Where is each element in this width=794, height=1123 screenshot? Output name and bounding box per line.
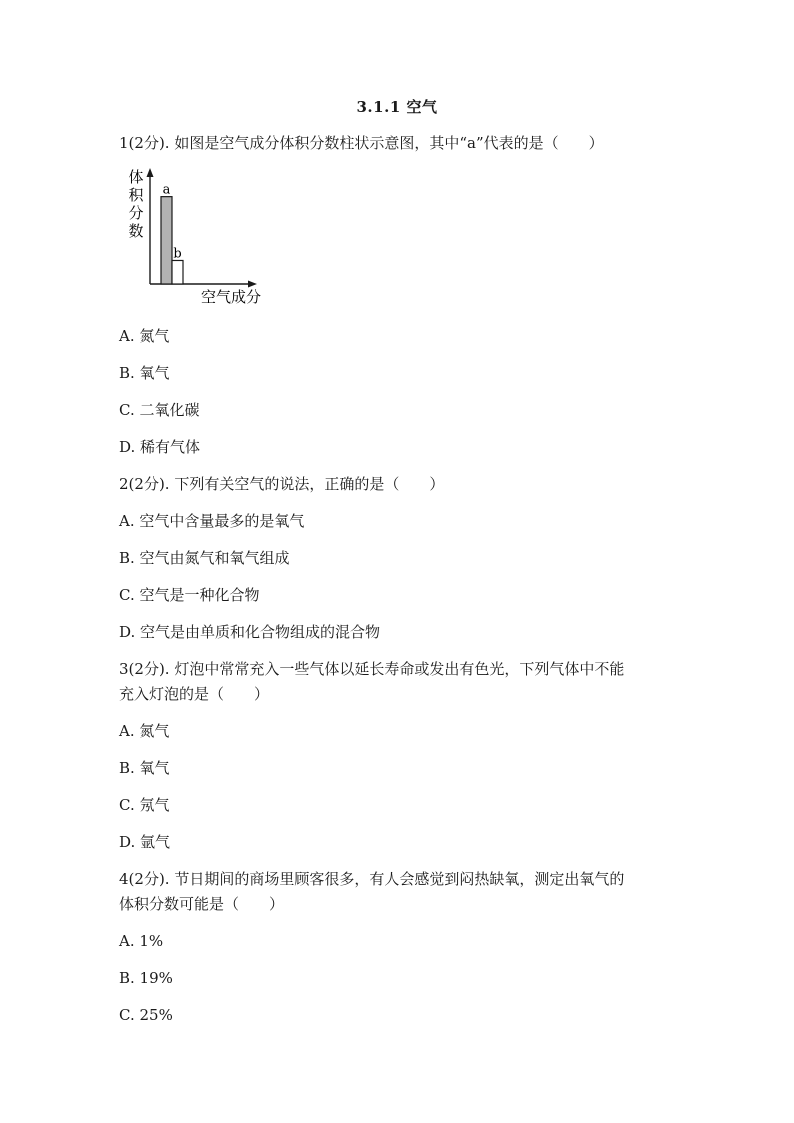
question-2-stem: 2(2分). 下列有关空气的说法，正确的是（ ） [119,475,445,493]
y-axis-label-char: 积 [128,186,144,204]
y-axis-label [128,168,144,240]
question-4-stem-line-1: 4(2分). 节日期间的商场里顾客很多，有人会感觉到闷热缺氧，测定出氧气的 [119,870,625,888]
question-2-option-a: A. 空气中含量最多的是氧气 [119,512,305,530]
question-3-stem-line-1: 3(2分). 灯泡中常常充入一些气体以延长寿命或发出有色光，下列气体中不能 [119,660,625,678]
question-4-option-b: B. 19% [119,969,173,987]
question-4-option-a: A. 1% [119,932,164,950]
question-2-option-c: C. 空气是一种化合物 [119,586,260,604]
question-3-option-b: B. 氧气 [119,759,170,777]
question-3-option-a: A. 氮气 [119,722,170,740]
question-1-option-b: B. 氧气 [119,364,170,382]
question-2-option-b: B. 空气由氮气和氧气组成 [119,549,290,567]
bar-b [172,260,183,284]
question-1-option-a: A. 氮气 [119,327,170,345]
y-axis-label-char: 分 [128,204,144,222]
x-axis-label: 空气成分 [200,288,262,306]
question-1-stem: 1(2分). 如图是空气成分体积分数柱状示意图，其中“a”代表的是（ ） [119,134,604,152]
question-4-option-c: C. 25% [119,1006,173,1024]
bar-a [161,197,172,284]
bar-label-b: b [173,246,182,262]
bars-group [161,183,183,284]
y-axis-label-char: 体 [128,168,144,186]
x-axis-arrow [248,281,257,288]
question-1-option-c: C. 二氧化碳 [119,401,200,419]
y-axis-arrow [147,168,154,177]
question-3-option-d: D. 氩气 [119,833,171,851]
question-1-option-d: D. 稀有气体 [119,438,201,456]
question-4-stem-line-2: 体积分数可能是（ ） [119,895,285,913]
air-composition-bar-chart [119,160,279,310]
question-2-option-d: D. 空气是由单质和化合物组成的混合物 [119,623,381,641]
page-title: 3.1.1 空气 [356,98,438,116]
y-axis-label-char: 数 [128,222,144,240]
bar-label-a: a [162,182,171,198]
question-3-stem-line-2: 充入灯泡的是（ ） [119,685,270,703]
question-3-option-c: C. 氖气 [119,796,170,814]
chart-svg [119,160,279,310]
